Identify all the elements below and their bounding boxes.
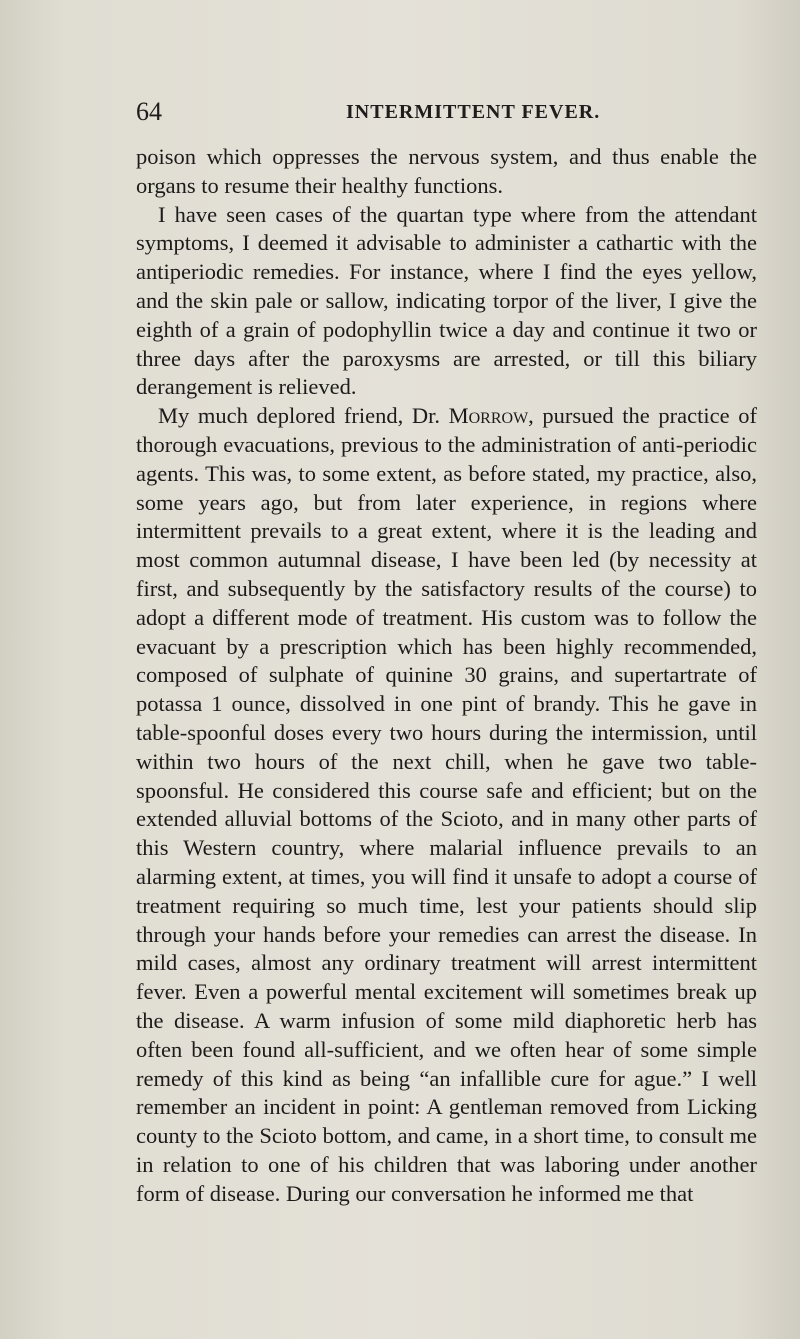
page-number: 64 <box>136 97 162 126</box>
body-text <box>136 143 757 1208</box>
paragraph-1: poison which oppresses the nervous system, and thus enable the organs to resume their healthy functions. <box>136 144 757 198</box>
paragraph-2: I have seen cases of the quartan type where from the attendant symptoms, I deemed it advisable to administer a cathartic with the antiperiodic remedies. For instance, where I find the eyes yellow, and the skin pale or sallow, indicating torpor of the liver, I give the eighth of a grain of podophyllin twice a day and continue it two or three days after the paroxysms are arrested, or till this biliary derangement is relieved. <box>136 201 757 400</box>
page-header <box>136 97 756 129</box>
paragraph-3-opening: My much deplored friend, Dr. <box>158 403 449 429</box>
paragraph-3-body: , pursued the practice of thorough evacuations, previous to the administration of anti-periodic agents. This was, to some extent, as before stated, my practice, also, some years ago, but from later experience, in regions where intermittent prevails to a great extent, where it is the leading and most common autumnal disease, I have been led (by necessity at first, and subsequently by the satisfactory results of the course) to adopt a different mode of treatment. His custom was to follow the evacuant by a prescription which has been highly recommended, composed of sulphate of quinine 30 grains, and supertartrate of potassa 1 ounce, dissolved in one pint of brandy. This he gave in table-spoonful doses every two hours during the intermission, until within two hours of the next chill, when he gave two table-spoonsful. He considered this course safe and efficient; but on the extended alluvial bottoms of the Scioto, and in many other parts of this Western country, where malarial influence prevails to an alarming extent, at times, you will find it unsafe to adopt a course of treatment requiring so much time, lest your patients should slip through your hands before your remedies can arrest the disease. In mild cases, almost any ordinary treatment will arrest intermittent fever. Even a powerful mental excitement will sometimes break up the disease. A warm infusion of some mild diaphoretic herb has often been found all-sufficient, and we often hear of some simple remedy of this kind as being “an infallible cure for ague.” I well remember an incident in point: A gentleman removed from Licking county to the Scioto bottom, and came, in a short time, to consult me in relation to one of his children that was laboring under another form of disease. During our conversation he informed me that <box>136 403 757 1206</box>
person-name-morrow: Morrow <box>448 403 529 429</box>
running-title: INTERMITTENT FEVER. <box>346 101 601 123</box>
paragraph-3 <box>136 402 757 1208</box>
